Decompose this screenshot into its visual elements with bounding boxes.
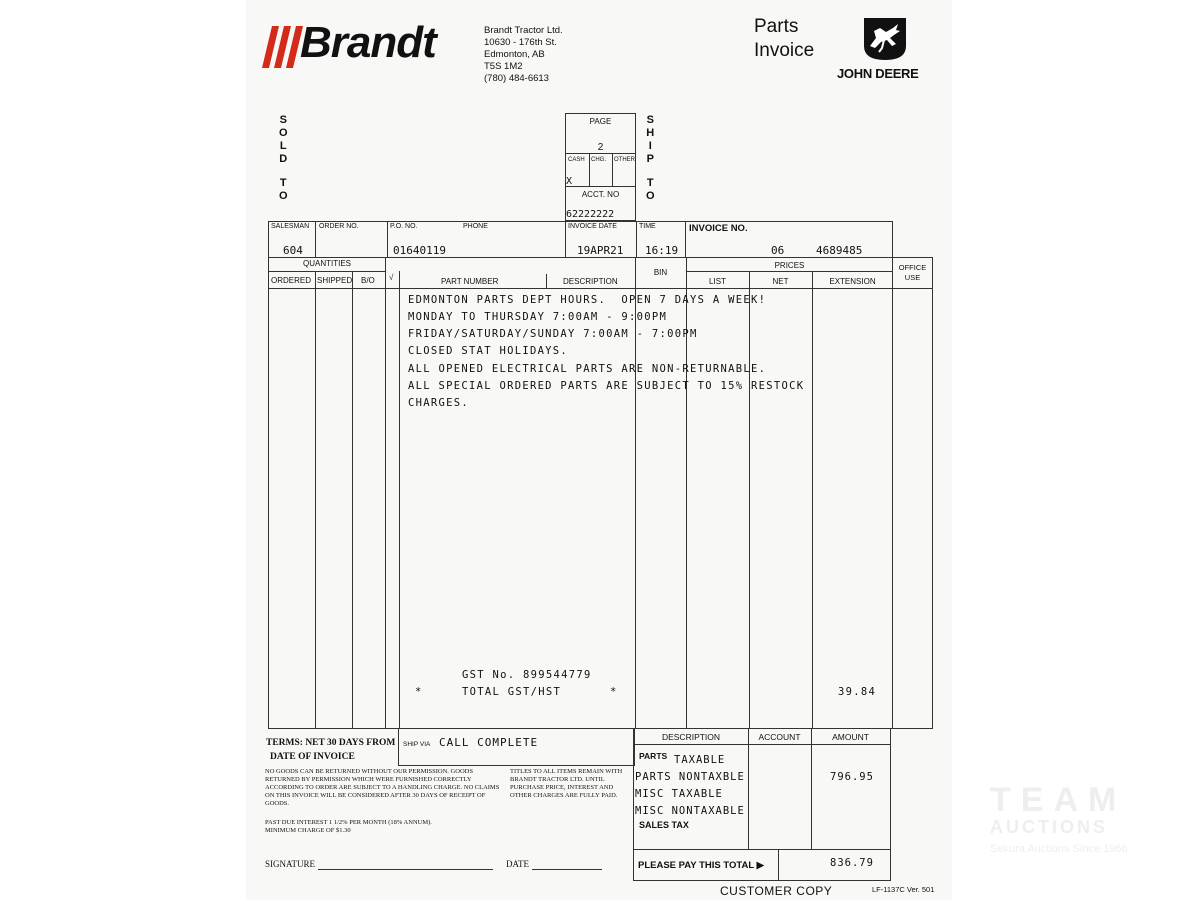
gst-amount: 39.84 — [838, 686, 877, 698]
company-address — [484, 25, 563, 85]
summary-row-misc-nontaxable: MISC NONTAXABLE — [635, 805, 745, 817]
gst-star-right: * — [610, 686, 618, 698]
invoice-prefix: 06 — [771, 244, 785, 257]
check-header: √ — [389, 273, 394, 282]
office-use-header: OFFICE USE — [898, 263, 927, 282]
document-title — [754, 15, 814, 63]
net-header: NET — [772, 277, 789, 286]
charge-label: CHG. — [591, 157, 606, 163]
invoice-no-label: INVOICE NO. — [689, 223, 748, 234]
brandt-wordmark: Brandt — [300, 18, 436, 67]
watermark-line-3: Sekura Auctions Since 1966 — [990, 843, 1128, 855]
pay-total-amount: 836.79 — [830, 857, 874, 869]
address-line: Brandt Tractor Ltd. — [484, 25, 563, 36]
date-label: DATE — [506, 859, 529, 869]
terms-line-1: TERMS: NET 30 DAYS FROM — [266, 738, 396, 748]
address-line: 10630 - 176th St. — [484, 37, 557, 48]
address-line: Edmonton, AB — [484, 49, 545, 60]
brandt-logo — [262, 18, 457, 68]
account-label: ACCT. NO — [581, 190, 620, 199]
summary-row-misc-taxable: MISC TAXABLE — [635, 788, 723, 800]
phone-label: PHONE — [463, 223, 488, 230]
po-no-value: 01640119 — [393, 244, 446, 257]
page-label: PAGE — [589, 117, 612, 126]
deer-icon — [860, 16, 910, 62]
ship-via-box — [398, 728, 635, 766]
summary-account-header: ACCOUNT — [758, 732, 801, 742]
ship-to-label: S H I P T O — [646, 114, 655, 202]
note-line: MONDAY TO THURSDAY 7:00AM - 9:00PM — [408, 311, 668, 323]
parts-label: PARTS — [639, 751, 668, 761]
note-line: EDMONTON PARTS DEPT HOURS. OPEN 7 DAYS A WEEK! — [408, 294, 767, 306]
interest-note: PAST DUE INTEREST 1 1/2% PER MONTH (18% ANNUM). — [265, 819, 432, 826]
terms-line-2: DATE OF INVOICE — [270, 752, 355, 762]
note-line: ALL SPECIAL ORDERED PARTS ARE SUBJECT TO 15% RESTOCK — [408, 380, 805, 392]
extension-header: EXTENSION — [829, 277, 876, 286]
title-line-2: Invoice — [754, 40, 815, 61]
invoice-number: 4689485 — [816, 244, 863, 257]
note-line: CLOSED STAT HOLIDAYS. — [408, 345, 569, 357]
header-fields — [268, 221, 893, 258]
gst-number: GST No. 899544779 — [462, 669, 592, 681]
page-number: 2 — [597, 142, 604, 153]
time-value: 16:19 — [645, 244, 679, 257]
returns-policy: NO GOODS CAN BE RETURNED WITHOUT OUR PERMISSION. GOODS RETURNED BY PERMISSION WHICH WERE FURNISHED CORRECTLY ACCORDING TO ORDER ARE SUBJECT TO A HANDLING CHARGE. NO CLAIMS ON THIS INVOICE WILL BE CONSIDERED AFTER 30 DAYS OF RECEIPT OF GOODS. — [265, 768, 500, 807]
list-header: LIST — [709, 277, 726, 286]
ship-via-label: SHIP VIA — [403, 741, 431, 748]
note-line: CHARGES. — [408, 397, 469, 409]
watermark-line-2: AUCTIONS — [990, 817, 1108, 837]
address-line: T5S 1M2 — [484, 61, 523, 72]
title-clause: TITLES TO ALL ITEMS REMAIN WITH BRANDT TRACTOR LTD. UNTIL PURCHASE PRICE, INTEREST AND OTHER CHARGES ARE FULLY PAID. — [510, 768, 623, 799]
team-auctions-watermark — [990, 783, 1140, 855]
sold-to-label: S O L D T O — [279, 114, 288, 202]
summary-amount-header: AMOUNT — [832, 732, 869, 742]
part-number-header: PART NUMBER — [441, 277, 499, 286]
john-deere-text: JOHN DEERE — [837, 66, 919, 81]
summary-row-taxable: TAXABLE — [674, 754, 726, 766]
john-deere-logo — [836, 16, 936, 82]
backorder-header: B/O — [361, 276, 375, 285]
summary-description-header: DESCRIPTION — [661, 732, 721, 742]
summary-row-parts-nontaxable: PARTS NONTAXBLE — [635, 771, 745, 783]
note-line: ALL OPENED ELECTRICAL PARTS ARE NON-RETURNABLE. — [408, 363, 767, 375]
shipped-header: SHIPPED — [317, 276, 353, 285]
salesman-label: SALESMAN — [271, 223, 310, 230]
watermark-line-1: TEAM — [990, 781, 1127, 819]
order-no-label: ORDER NO. — [319, 223, 359, 230]
form-number: LF-1137C Ver. 501 — [872, 885, 935, 894]
note-line: FRIDAY/SATURDAY/SUNDAY 7:00AM - 7:00PM — [408, 328, 698, 340]
cash-label: CASH — [568, 157, 585, 163]
salesman-value: 604 — [283, 244, 303, 257]
address-line: (780) 484-6613 — [484, 73, 549, 84]
sales-tax-label: SALES TAX — [639, 820, 689, 830]
gst-total-label: TOTAL GST/HST — [462, 686, 562, 698]
summary-nontaxable-amount: 796.95 — [830, 771, 874, 783]
time-label: TIME — [639, 223, 656, 230]
ordered-header: ORDERED — [271, 276, 312, 285]
prices-header: PRICES — [774, 261, 805, 270]
office-use-column — [892, 257, 933, 729]
ship-via-value: CALL COMPLETE — [439, 736, 539, 749]
pay-total-label: PLEASE PAY THIS TOTAL ▶ — [638, 860, 764, 871]
payment-mark: X — [566, 176, 573, 187]
title-line-1: Parts — [754, 16, 799, 37]
other-label: OTHER — [614, 157, 635, 163]
signature-label: SIGNATURE — [265, 859, 316, 869]
invoice-date-label: INVOICE DATE — [568, 223, 617, 230]
minimum-charge: MINIMUM CHARGE OF $1.30 — [265, 827, 351, 834]
page-box — [565, 113, 636, 221]
summary-box — [633, 728, 891, 850]
quantities-header: QUANTITIES — [302, 259, 351, 268]
signature-line — [318, 869, 493, 870]
invoice-date-value: 19APR21 — [577, 244, 624, 257]
date-line — [532, 869, 602, 870]
account-number: 62222222 — [566, 209, 615, 220]
terms-heading — [266, 736, 395, 764]
total-box — [633, 849, 891, 881]
bin-header: BIN — [653, 268, 668, 277]
customer-copy-label: CUSTOMER COPY — [720, 884, 833, 898]
gst-star-left: * — [415, 686, 423, 698]
description-header: DESCRIPTION — [563, 277, 618, 286]
po-no-label: P.O. NO. — [390, 223, 418, 230]
